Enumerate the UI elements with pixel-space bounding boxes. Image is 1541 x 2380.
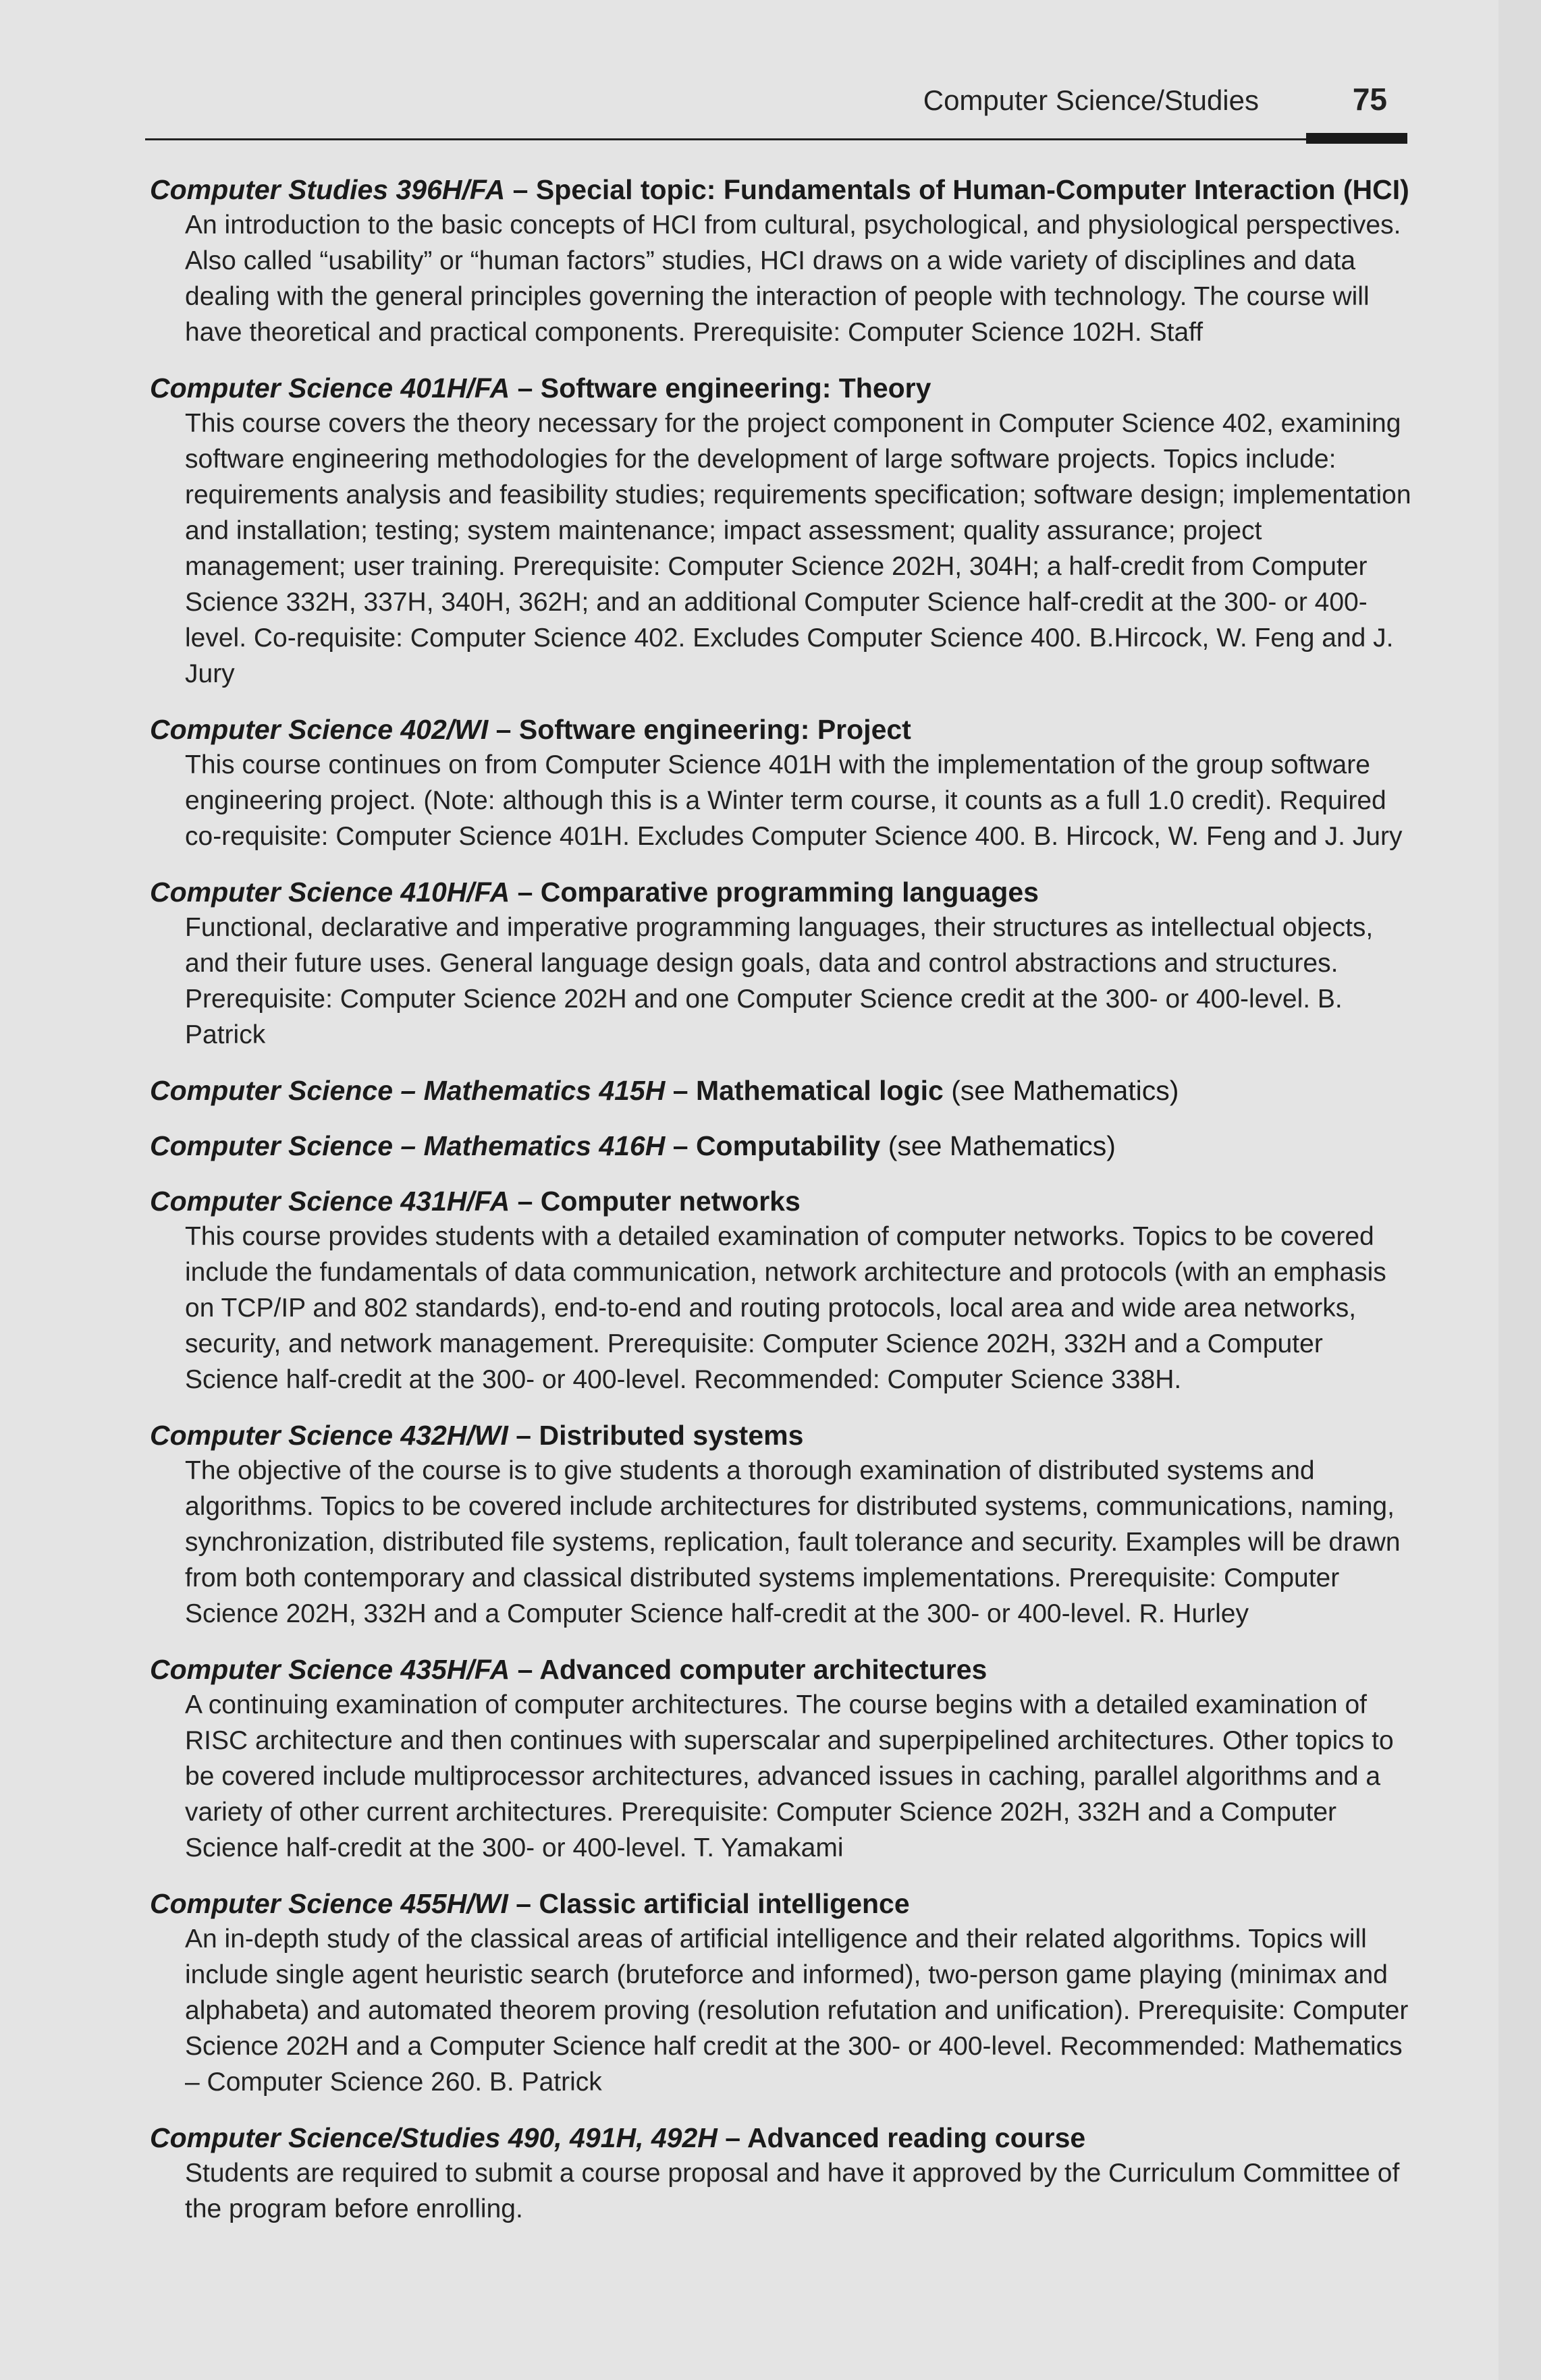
course-entry [150,172,1419,350]
course-code: Computer Science 432H/WI [150,1420,508,1451]
course-title: Advanced computer architectures [539,1654,988,1685]
course-see-note: (see Mathematics) [888,1130,1116,1161]
header-bar [1306,133,1407,144]
course-title: Advanced reading course [747,2122,1086,2153]
course-heading: Computer Science 435H/FA – Advanced computer architectures [150,1654,988,1685]
course-code: Computer Science/Studies 490, 491H, 492H [150,2122,718,2153]
course-entry [150,1184,1419,1397]
course-description: This course provides students with a detailed examination of computer networks. Topics to be covered include the fundamentals of data communication, network architecture and protocols (with an emphasis on TCP/IP and 802 standards), end-to-end and routing protocols, local area and wide area networks, security, and network management. Prerequisite: Computer Science 202H, 332H and a Computer Science half-credit at the 300- or 400-level. Recommended: Computer Science 338H. [185,1222,1386,1394]
page-number: 75 [1352,82,1387,117]
course-code: Computer Science 410H/FA [150,877,510,908]
course-entry [150,875,1419,1053]
course-entry [150,1128,1419,1163]
course-description: A continuing examination of computer architectures. The course begins with a detailed examination of RISC architecture and then continues with superscalar and superpipelined architectures. Other topics to be covered include multiprocessor architectures, advanced issues in caching, parallel algorithms and a variety of other current architectures. Prerequisite: Computer Science 202H, 332H and a Computer Science half-credit at the 300- or 400-level. T. Yamakami [185,1690,1394,1862]
course-title: Comparative programming languages [540,877,1039,908]
course-list [150,172,1419,2247]
header-rule [145,138,1407,140]
course-code: Computer Science 402/WI [150,714,489,745]
course-heading: Computer Science 402/WI – Software engineering: Project [150,714,911,745]
course-code: Computer Science – Mathematics 416H [150,1130,666,1161]
course-entry [150,2120,1419,2227]
course-title: Distributed systems [539,1420,804,1451]
course-heading: Computer Science 432H/WI – Distributed systems [150,1420,804,1451]
course-description: This course covers the theory necessary for the project component in Computer Science 402, examining software engineering methodologies for the development of large software projects. Topics include: requirements analysis and feasibility studies; requirements specification; software design; implementation and installation; testing; system maintenance; impact assessment; quality assurance; project management; user training. Prerequisite: Computer Science 202H, 304H; a half-credit from Computer Science 332H, 337H, 340H, 362H; and an additional Computer Science half-credit at the 300- or 400-level. Co-requisite: Computer Science 402. Excludes Computer Science 400. B.Hircock, W. Feng and J. Jury [185,409,1411,688]
course-entry [150,1886,1419,2100]
course-code: Computer Science 401H/FA [150,372,510,404]
course-code: Computer Science 455H/WI [150,1888,508,1919]
course-entry [150,1418,1419,1632]
running-header-title: Computer Science/Studies [923,84,1259,116]
course-code: Computer Science 435H/FA [150,1654,510,1685]
course-heading: Computer Science/Studies 490, 491H, 492H – Advanced reading course [150,2122,1086,2153]
course-heading: Computer Science 410H/FA – Comparative programming languages [150,877,1039,908]
course-entry [150,370,1419,692]
running-header [145,78,1407,142]
course-entry [150,1073,1419,1108]
course-entry [150,1652,1419,1866]
course-title: Special topic: Fundamentals of Human-Computer Interaction (HCI) [535,174,1409,205]
course-entry [150,712,1419,854]
course-title: Software engineering: Project [518,714,911,745]
course-heading: Computer Science – Mathematics 415H – Mathematical logic (see Mathematics) [150,1075,1179,1106]
course-description: This course continues on from Computer Science 401H with the implementation of the group software engineering project. (Note: although this is a Winter term course, it counts as a full 1.0 credit). Required co-requisite: Computer Science 401H. Excludes Computer Science 400. B. Hircock, W. Feng and J. Jury [185,750,1403,851]
course-title: Computability [695,1130,881,1161]
course-heading: Computer Studies 396H/FA – Special topic: Fundamentals of Human-Computer Interaction (HCI) [150,174,1409,205]
course-heading: Computer Science 401H/FA – Software engineering: Theory [150,372,931,404]
course-description: The objective of the course is to give students a thorough examination of distributed systems and algorithms. Topics to be covered include architectures for distributed systems, communications, naming, synchronization, distributed file systems, replication, fault tolerance and security. Examples will be drawn from both contemporary and classical distributed systems implementations. Prerequisite: Computer Science 202H, 332H and a Computer Science half-credit at the 300- or 400-level. R. Hurley [185,1456,1401,1628]
course-description: Students are required to submit a course proposal and have it approved by the Curriculum Committee of the program before enrolling. [185,2159,1400,2223]
course-heading: Computer Science – Mathematics 416H – Computability (see Mathematics) [150,1130,1116,1161]
course-title: Software engineering: Theory [540,372,931,404]
course-code: Computer Science – Mathematics 415H [150,1075,666,1106]
course-description: An introduction to the basic concepts of HCI from cultural, psychological, and physiological perspectives. Also called “usability” or “human factors” studies, HCI draws on a wide variety of disciplines and data dealing with the general principles governing the interaction of people with technology. The course will have theoretical and practical components. Prerequisite: Computer Science 102H. Staff [185,211,1401,347]
course-see-note: (see Mathematics) [951,1075,1179,1106]
course-code: Computer Science 431H/FA [150,1186,510,1217]
course-title: Classic artificial intelligence [539,1888,910,1919]
course-heading: Computer Science 455H/WI – Classic artificial intelligence [150,1888,910,1919]
course-code: Computer Studies 396H/FA [150,174,506,205]
course-description: Functional, declarative and imperative programming languages, their structures as intellectual objects, and their future uses. General language design goals, data and control abstractions and structures. Prerequisite: Computer Science 202H and one Computer Science credit at the 300- or 400-level. B. Patrick [185,913,1374,1049]
course-title: Computer networks [540,1186,801,1217]
course-heading: Computer Science 431H/FA – Computer networks [150,1186,801,1217]
course-title: Mathematical logic [695,1075,944,1106]
course-description: An in-depth study of the classical areas of artificial intelligence and their related algorithms. Topics will include single agent heuristic search (bruteforce and informed), two-person game playing (minimax and alphabeta) and automated theorem proving (resolution refutation and unification). Prerequisite: Computer Science 202H and a Computer Science half credit at the 300- or 400-level. Recommended: Mathematics – Computer Science 260. B. Patrick [185,1925,1409,2097]
